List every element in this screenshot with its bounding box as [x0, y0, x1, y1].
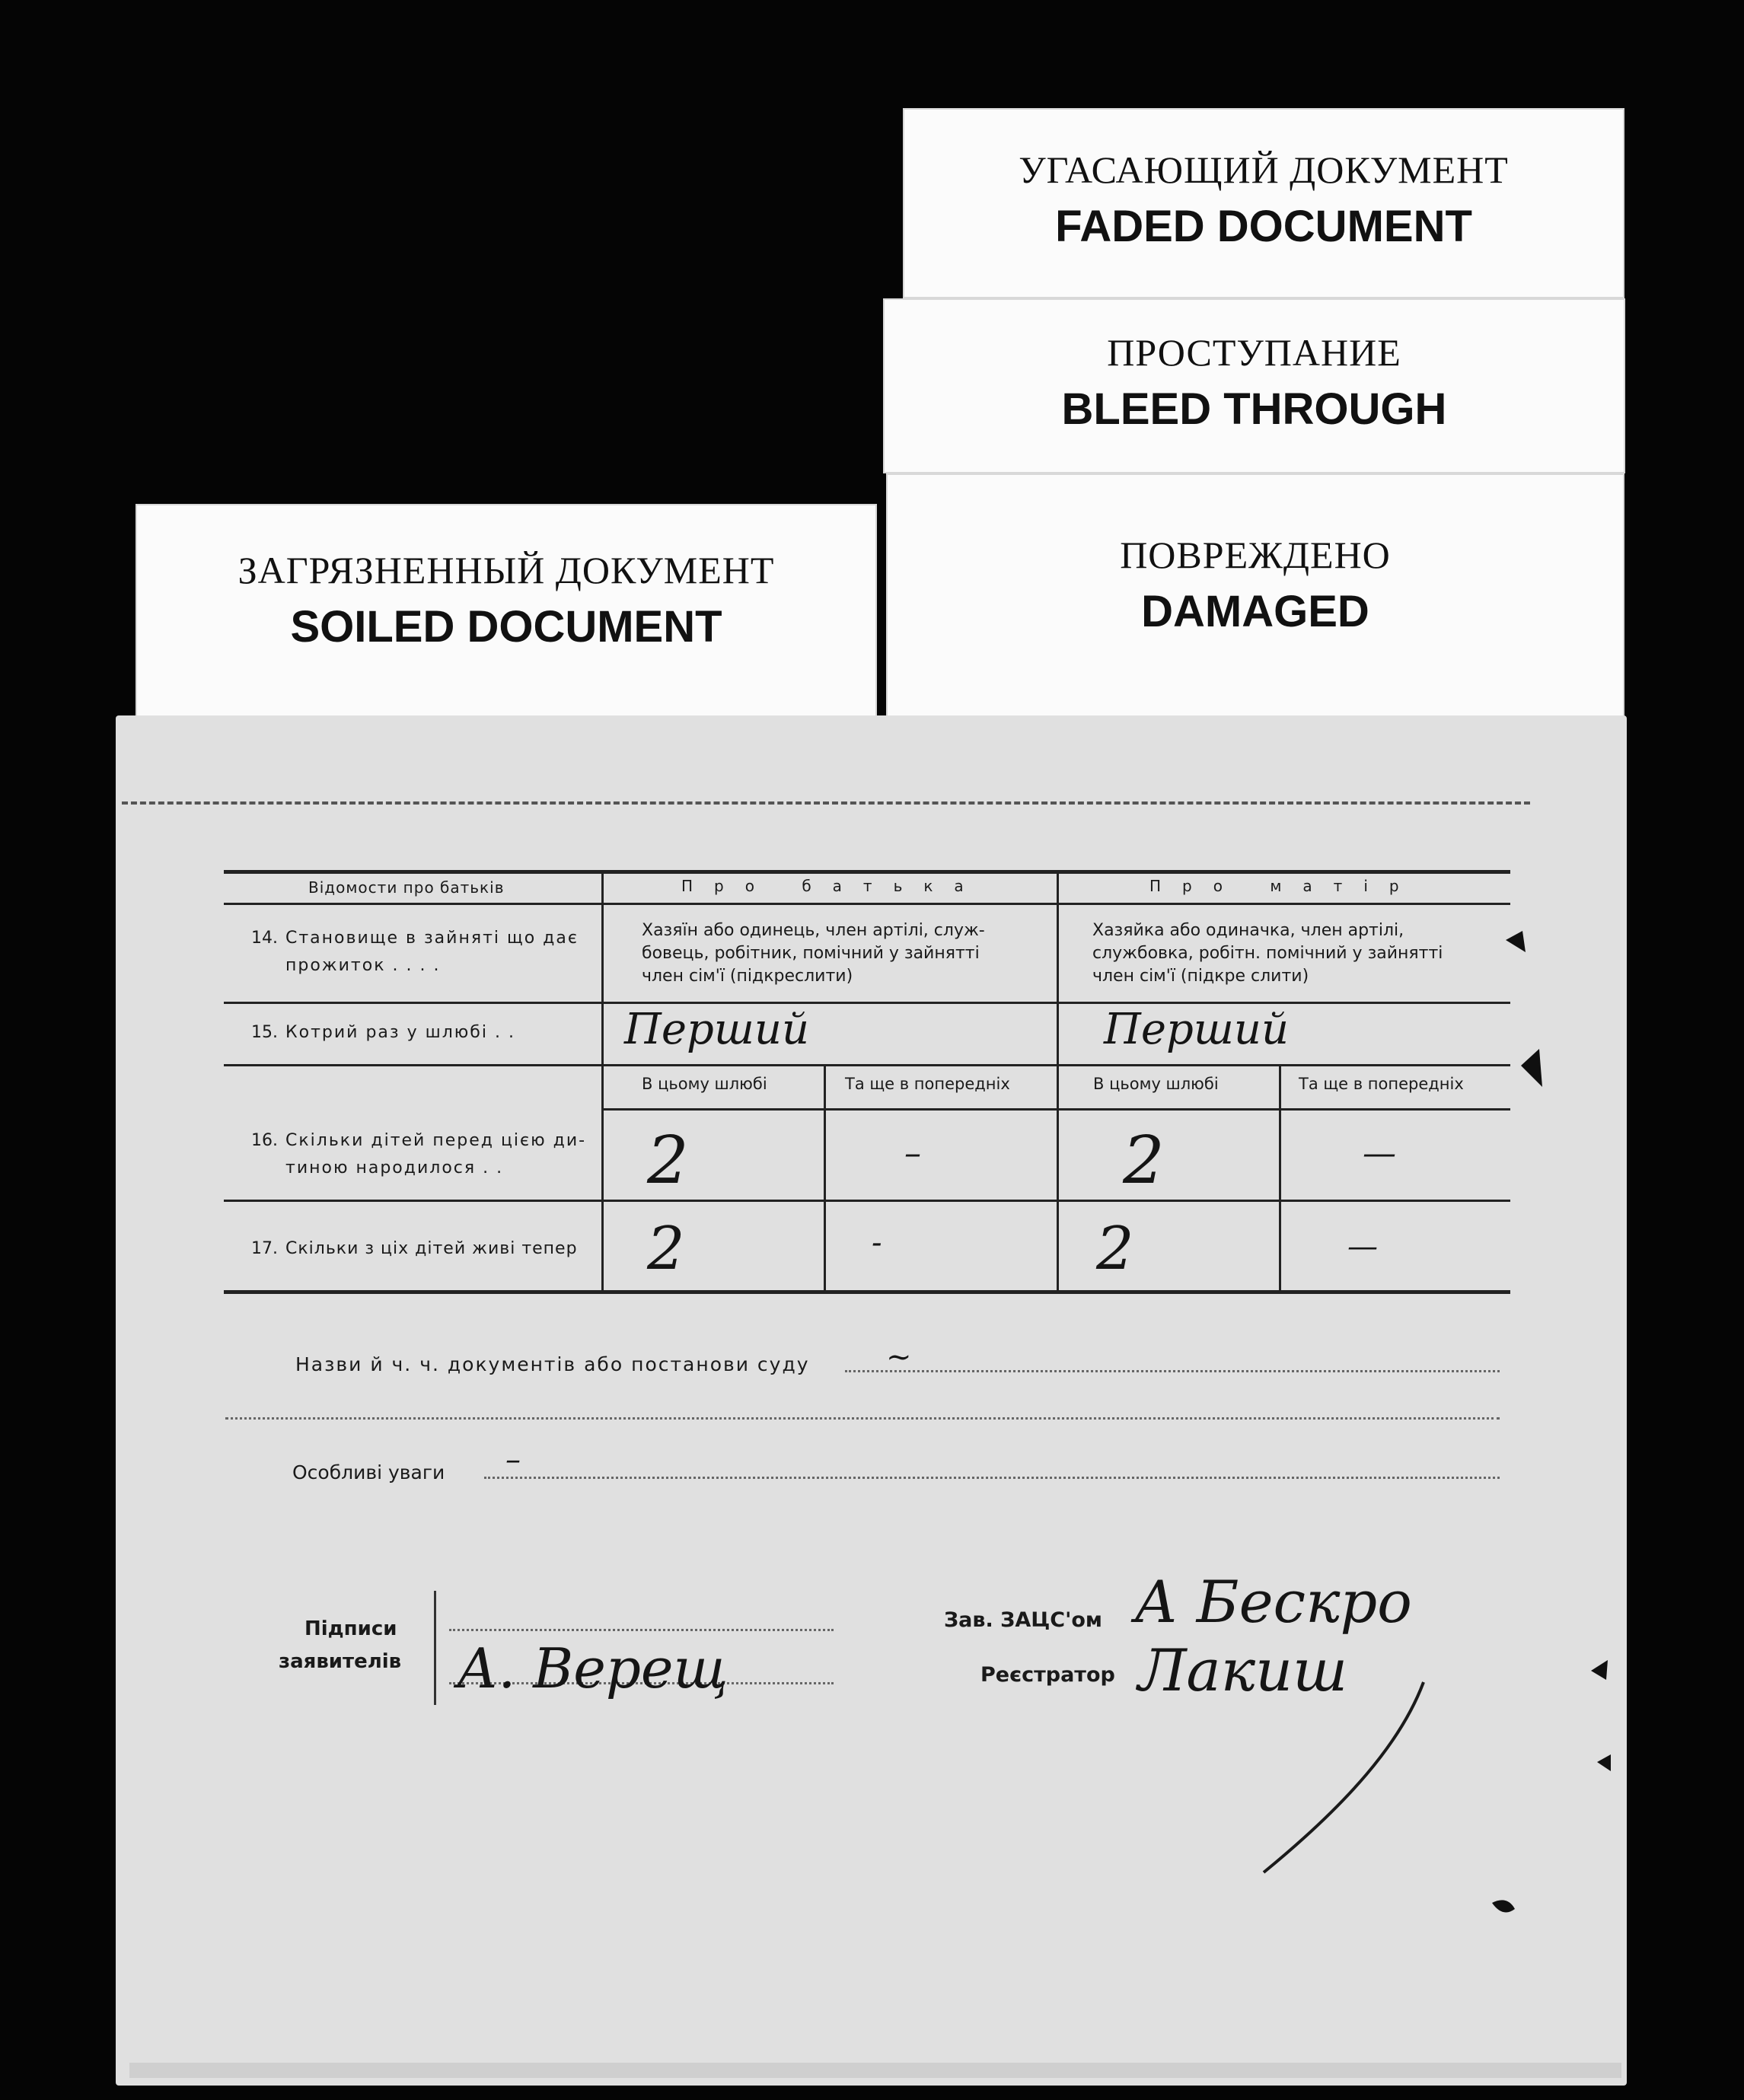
mother-children-alive-this-handwritten: 2 — [1096, 1215, 1134, 1283]
perforation-line — [122, 801, 1530, 805]
applicants-label-line1: Підписи — [304, 1617, 397, 1640]
documents-line-1 — [845, 1370, 1500, 1372]
father-occupation-line1: Хазяїн або одинець, член артілі, служ- — [642, 921, 985, 940]
col-divider-2 — [1057, 870, 1059, 1292]
bleed-through-card — [883, 298, 1625, 473]
row15-label: Котрий раз у шлюбі . . — [285, 1023, 515, 1042]
father-subheader-prev: Та ще в попередніх — [845, 1075, 1010, 1093]
subheader-rule — [601, 1108, 1510, 1111]
applicant-sig-line-1 — [449, 1629, 834, 1631]
remarks-value-handwritten: – — [505, 1442, 521, 1477]
father-occupation-line3: член сім'ї (підкреслити) — [642, 967, 853, 986]
bleed-label-ru: ПРОСТУПАНИЕ — [1107, 331, 1401, 374]
faded-document-card — [903, 108, 1624, 298]
documents-line-2 — [225, 1417, 1500, 1420]
mother-occupation-line1: Хазяйка або одиначка, член артілі, — [1092, 921, 1404, 940]
applicants-brace — [434, 1591, 436, 1705]
damage-mark-2 — [1521, 1049, 1542, 1087]
header-father: Про батька — [681, 877, 985, 895]
damaged-label-en: DAMAGED — [1141, 587, 1369, 636]
damage-mark-3 — [1591, 1660, 1608, 1680]
mother-children-this-handwritten: 2 — [1123, 1123, 1165, 1199]
registrar-signature-flourish — [1248, 1675, 1446, 1888]
table-top-rule — [224, 870, 1510, 874]
soiled-label-ru: ЗАГРЯЗНЕННЫЙ ДОКУМЕНТ — [238, 549, 775, 591]
documents-value-handwritten: ~ — [886, 1340, 912, 1375]
father-marriage-number-handwritten: Перший — [624, 1005, 810, 1054]
col-divider-4 — [1279, 1064, 1281, 1292]
father-children-this-handwritten: 2 — [647, 1123, 689, 1199]
registrar-label: Реєстратор — [980, 1663, 1115, 1687]
damage-mark-4 — [1597, 1754, 1611, 1771]
mother-children-alive-prev-handwritten: — — [1347, 1229, 1378, 1264]
header-rule — [224, 903, 1510, 905]
row16-rule — [224, 1200, 1510, 1202]
mother-children-prev-handwritten: — — [1363, 1134, 1396, 1173]
remarks-line — [484, 1477, 1500, 1479]
mother-marriage-number-handwritten: Перший — [1104, 1005, 1290, 1054]
soiled-label-en: SOILED DOCUMENT — [290, 602, 722, 652]
head-registry-signature: А Бескро — [1134, 1568, 1412, 1636]
sheet-edge-bottom — [129, 2063, 1621, 2078]
damaged-card — [886, 473, 1624, 725]
row14-label-line2: прожиток . . . . — [285, 956, 441, 975]
applicants-label-line2: заявителів — [279, 1650, 402, 1673]
father-children-alive-prev-handwritten: - — [872, 1225, 882, 1260]
header-mother: Про матір — [1149, 877, 1420, 895]
row17-number: 17. — [251, 1239, 278, 1258]
head-registry-label: Зав. ЗАЦС'ом — [944, 1608, 1102, 1632]
header-parents-info: Відомости про батьків — [308, 878, 505, 897]
table-bottom-rule — [224, 1290, 1510, 1294]
row16-label-line2: тиною народилося . . — [285, 1158, 504, 1177]
row15-rule — [224, 1064, 1510, 1066]
soiled-document-card — [136, 504, 877, 732]
col-divider-1 — [601, 870, 604, 1292]
col-divider-3 — [824, 1064, 826, 1292]
damage-mark-5 — [1492, 1900, 1515, 1912]
mother-occupation-line2: службовка, робітн. помічний у зайнятті — [1092, 944, 1443, 963]
bleed-label-en: BLEED THROUGH — [1061, 384, 1447, 434]
flourish-stroke — [1264, 1682, 1424, 1872]
row17-label: Скільки з ціх дітей живі тепер — [285, 1239, 578, 1258]
damage-marks — [1446, 822, 1629, 1964]
remarks-label: Особливі уваги — [292, 1461, 445, 1483]
row14-number: 14. — [251, 929, 278, 948]
registrar-signature: Лакиш — [1138, 1636, 1348, 1704]
father-subheader-this: В цьому шлюбі — [642, 1075, 767, 1093]
faded-label-en: FADED DOCUMENT — [1055, 202, 1472, 251]
father-occupation-line2: бовець, робітник, помічний у зайнятті — [642, 944, 980, 963]
row14-label-line1: Становище в зайняті що дає — [285, 929, 579, 948]
faded-label-ru: УГАСАЮЩИЙ ДОКУМЕНТ — [1019, 148, 1509, 191]
row15-number: 15. — [251, 1023, 278, 1042]
row16-label-line1: Скільки дітей перед цією ди- — [285, 1131, 587, 1150]
documents-label: Назви й ч. ч. документів або постанови суду — [295, 1353, 810, 1375]
mother-occupation-line3: член сім'ї (підкре слити) — [1092, 967, 1309, 986]
damaged-label-ru: ПОВРЕЖДЕНО — [1120, 534, 1391, 576]
applicant-signature: А. Верещ — [457, 1636, 729, 1700]
mother-subheader-prev: Та ще в попередніх — [1299, 1075, 1464, 1093]
father-children-alive-this-handwritten: 2 — [647, 1215, 685, 1283]
damage-mark-1 — [1506, 931, 1526, 952]
father-children-prev-handwritten: – — [904, 1134, 921, 1173]
row14-rule — [224, 1002, 1510, 1004]
mother-subheader-this: В цьому шлюбі — [1093, 1075, 1219, 1093]
row16-number: 16. — [251, 1131, 278, 1150]
